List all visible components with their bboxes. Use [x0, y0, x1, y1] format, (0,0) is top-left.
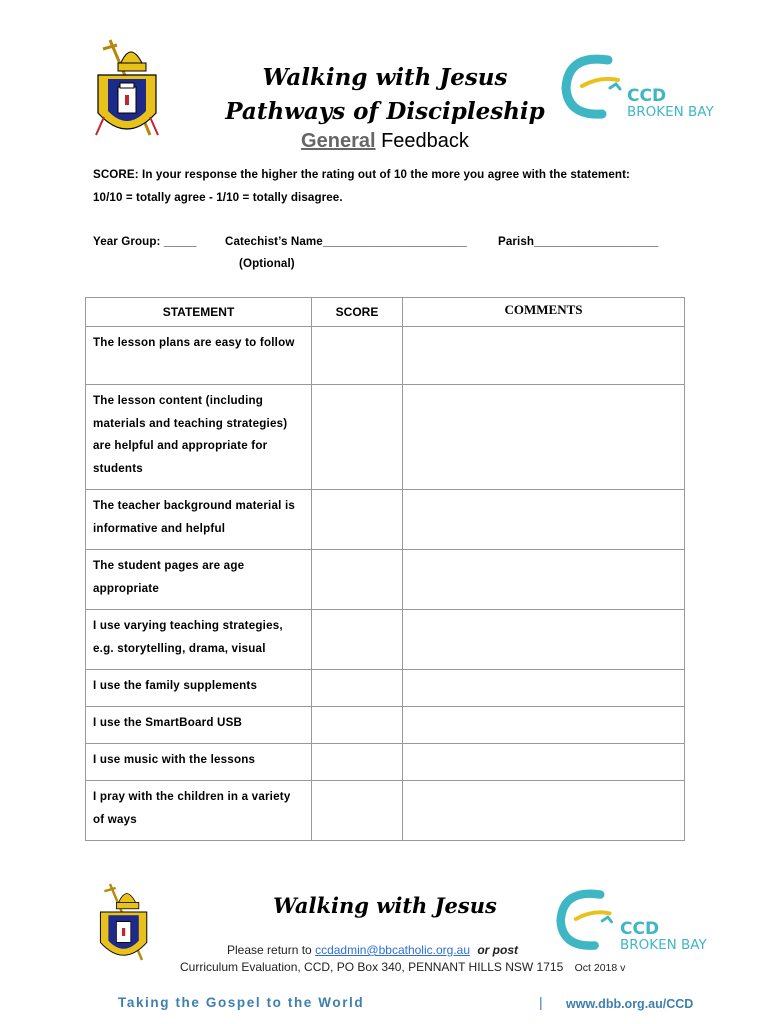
table-row: [86, 744, 685, 781]
statement-header: STATEMENT: [86, 298, 312, 327]
score-instructions-line-2: 10/10 = totally agree - 1/10 = totally disagree.: [93, 191, 343, 204]
parish-field[interactable]: Parish___________________: [498, 235, 659, 248]
diocese-crest-logo-footer: [88, 880, 160, 968]
statement-cell: The lesson plans are easy to follow: [86, 327, 312, 385]
score-cell[interactable]: [312, 327, 403, 385]
table-row: [86, 610, 685, 670]
comments-cell[interactable]: [403, 707, 685, 744]
statement-cell: The lesson content (including materials and teaching strategies) are helpful and appropriate for students: [86, 385, 312, 490]
table-row: [86, 670, 685, 707]
statement-cell: I use music with the lessons: [86, 744, 312, 781]
comments-cell[interactable]: [403, 385, 685, 490]
score-cell[interactable]: [312, 385, 403, 490]
general-word: General: [301, 130, 376, 152]
title-line-1: Walking with Jesus: [262, 64, 508, 91]
ccd-logo-text: [627, 87, 714, 119]
feedback-word: Feedback: [381, 130, 469, 152]
postal-address: Curriculum Evaluation, CCD, PO Box 340, PENNANT HILLS NSW 1715: [180, 960, 564, 974]
ccd-swirl-logo-footer: [555, 887, 621, 953]
score-cell[interactable]: [312, 550, 403, 610]
version-text: Oct 2018 v: [574, 962, 626, 974]
ccd-label: CCD: [627, 86, 667, 106]
statement-cell: I use the SmartBoard USB: [86, 707, 312, 744]
catechist-name-field[interactable]: Catechist’s Name______________________: [225, 235, 467, 248]
optional-note: (Optional): [239, 257, 295, 270]
score-header: SCORE: [312, 298, 403, 327]
statement-cell: I use the family supplements: [86, 670, 312, 707]
comments-header: COMMENTS: [403, 298, 685, 327]
return-line: [227, 943, 518, 957]
score-cell[interactable]: [312, 670, 403, 707]
feedback-table: [85, 297, 685, 841]
statement-cell: I pray with the children in a variety of ways: [86, 781, 312, 841]
broken-bay-label-footer: BROKEN BAY: [620, 937, 707, 953]
score-instructions-line-1: SCORE: In your response the higher the rating out of 10 the more you agree with the statement:: [93, 168, 630, 181]
website-link[interactable]: www.dbb.org.au/CCD: [566, 997, 694, 1011]
comments-cell[interactable]: [403, 327, 685, 385]
comments-cell[interactable]: [403, 744, 685, 781]
table-row: [86, 707, 685, 744]
comments-cell[interactable]: [403, 550, 685, 610]
footer-title: Walking with Jesus: [273, 893, 497, 918]
tagline: Taking the Gospel to the World: [118, 995, 365, 1010]
table-row: [86, 385, 685, 490]
table-row: [86, 327, 685, 385]
score-cell[interactable]: [312, 610, 403, 670]
statement-cell: The teacher background material is informative and helpful: [86, 490, 312, 550]
table-header-row: [86, 298, 685, 327]
footer-separator: |: [539, 994, 543, 1010]
comments-cell[interactable]: [403, 610, 685, 670]
email-link[interactable]: ccdadmin@bbcatholic.org.au: [315, 943, 470, 957]
return-prefix: Please return to: [227, 943, 312, 957]
score-cell[interactable]: [312, 490, 403, 550]
ccd-logo-text-footer: [620, 920, 707, 952]
table-row: [86, 550, 685, 610]
score-cell[interactable]: [312, 744, 403, 781]
table-row: [86, 781, 685, 841]
or-post-text: or post: [477, 943, 519, 957]
title-line-2: Pathways of Discipleship: [225, 98, 545, 125]
ccd-label-footer: CCD: [620, 919, 660, 939]
statement-cell: The student pages are age appropriate: [86, 550, 312, 610]
year-group-field[interactable]: Year Group: _____: [93, 235, 197, 248]
diocese-crest-logo: [90, 35, 165, 145]
address-line: [180, 960, 625, 974]
comments-cell[interactable]: [403, 490, 685, 550]
broken-bay-label: BROKEN BAY: [627, 104, 714, 120]
comments-cell[interactable]: [403, 781, 685, 841]
comments-cell[interactable]: [403, 670, 685, 707]
statement-cell: I use varying teaching strategies, e.g. storytelling, drama, visual: [86, 610, 312, 670]
table-row: [86, 490, 685, 550]
general-feedback-heading: [185, 130, 585, 153]
score-cell[interactable]: [312, 707, 403, 744]
score-cell[interactable]: [312, 781, 403, 841]
